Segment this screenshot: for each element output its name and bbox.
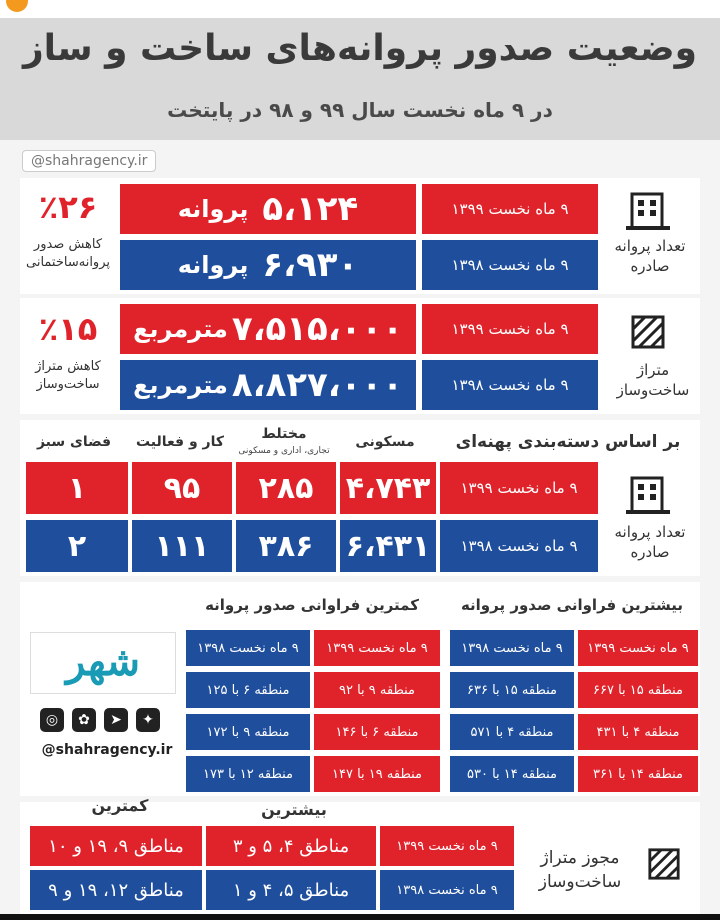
- social-icons: [40, 708, 160, 732]
- most-1399-1: منطقه ۱۵ با ۶۶۷: [578, 672, 698, 708]
- most-1399-0: ۹ ماه نخست ۱۳۹۹: [578, 630, 698, 666]
- frequency-most-title: بیشترین فراوانی صدور پروانه: [460, 596, 684, 614]
- area-value-1399: [120, 304, 416, 354]
- agency-handle[interactable]: @shahragency.ir: [22, 150, 156, 172]
- zoning-title: بر اساس دسته‌بندی پهنه‌ای: [455, 432, 681, 452]
- permits-value-1399: [120, 184, 416, 234]
- zoning-header-residential: مسکونی: [355, 434, 415, 450]
- area-permit-most-1399: مناطق ۴، ۵ و ۳: [206, 826, 376, 866]
- telegram-icon[interactable]: ➤: [104, 708, 128, 732]
- area-number: ۸،۸۲۷،۰۰۰: [231, 365, 403, 405]
- area-change-pct: ٪۱۵: [38, 310, 98, 348]
- area-number: ۷،۵۱۵،۰۰۰: [231, 309, 403, 349]
- zoning-period-1399: ۹ ماه نخست ۱۳۹۹: [440, 462, 598, 514]
- area-permit-label: مجوز متراژ ساخت‌وساز: [538, 848, 622, 892]
- area-label: متراژ ساخت‌وساز: [616, 361, 690, 399]
- zoning-header-business: کار و فعالیت: [135, 434, 225, 450]
- twitter-icon[interactable]: ✦: [136, 708, 160, 732]
- social-handle[interactable]: @shahragency.ir: [41, 742, 173, 758]
- frequency-least-title: کمترین فراوانی صدور پروانه: [205, 596, 419, 614]
- area-hatch-icon: [626, 312, 670, 352]
- permits-unit: پروانه: [177, 251, 249, 279]
- least-1399-3: منطقه ۱۹ با ۱۴۷: [314, 756, 440, 792]
- page-subtitle: در ۹ ماه نخست سال ۹۹ و ۹۸ در پایتخت: [167, 98, 553, 122]
- logo-text: شهر: [65, 638, 141, 685]
- area-unit: مترمربع: [133, 315, 228, 343]
- bottom-bar: [0, 914, 720, 920]
- area-permit-period-1399: ۹ ماه نخست ۱۳۹۹: [380, 826, 514, 866]
- zoning-label: تعداد پروانه صادره: [614, 523, 686, 561]
- most-1398-0: ۹ ماه نخست ۱۳۹۸: [450, 630, 574, 666]
- area-permit-least-1399: مناطق ۹، ۱۹ و ۱۰: [30, 826, 202, 866]
- permits-number: ۶،۹۳۰: [262, 245, 359, 285]
- zoning-header-green: فضای سبز: [36, 434, 112, 450]
- least-1399-2: منطقه ۶ با ۱۴۶: [314, 714, 440, 750]
- area-period-1398: ۹ ماه نخست ۱۳۹۸: [422, 360, 598, 410]
- area-unit: مترمربع: [133, 371, 228, 399]
- most-1398-3: منطقه ۱۴ با ۵۳۰: [450, 756, 574, 792]
- zoning-green-1398: ۲: [26, 520, 128, 572]
- zoning-residential-1399: ۴،۷۴۳: [340, 462, 436, 514]
- top-strip: [0, 0, 720, 18]
- building-icon: [620, 184, 676, 236]
- zoning-residential-1398: ۶،۴۳۱: [340, 520, 436, 572]
- least-1398-2: منطقه ۹ با ۱۷۲: [186, 714, 310, 750]
- least-1398-0: ۹ ماه نخست ۱۳۹۸: [186, 630, 310, 666]
- most-1398-2: منطقه ۴ با ۵۷۱: [450, 714, 574, 750]
- area-permit-most-title: بیشترین: [261, 800, 327, 819]
- area-permit-least-1398: مناطق ۱۲، ۱۹ و ۹: [30, 870, 202, 910]
- shahr-logo: [30, 632, 176, 694]
- permits-period-1399: ۹ ماه نخست ۱۳۹۹: [422, 184, 598, 234]
- permits-value-1398: [120, 240, 416, 290]
- instagram-icon[interactable]: ◎: [40, 708, 64, 732]
- area-hatch-icon: [644, 844, 684, 884]
- zoning-green-1399: ۱: [26, 462, 128, 514]
- area-period-1399: ۹ ماه نخست ۱۳۹۹: [422, 304, 598, 354]
- zoning-business-1399: ۹۵: [132, 462, 232, 514]
- zoning-header-mixed-note: تجاری، اداری و مسکونی: [238, 446, 330, 456]
- permits-label: تعداد پروانه صادره: [614, 237, 686, 275]
- zoning-period-1398: ۹ ماه نخست ۱۳۹۸: [440, 520, 598, 572]
- area-permit-period-1398: ۹ ماه نخست ۱۳۹۸: [380, 870, 514, 910]
- permits-change-label: کاهش صدور پروانه‌ساختمانی: [25, 237, 110, 270]
- page-title: وضعیت صدور پروانه‌های ساخت و ساز: [22, 28, 698, 69]
- zoning-header-mixed: مختلط: [261, 426, 307, 442]
- most-1399-2: منطقه ۴ با ۴۳۱: [578, 714, 698, 750]
- least-1399-0: ۹ ماه نخست ۱۳۹۹: [314, 630, 440, 666]
- permits-number: ۵،۱۲۴: [262, 189, 359, 229]
- permits-change-pct: ٪۲۶: [38, 188, 98, 226]
- most-1399-3: منطقه ۱۴ با ۳۶۱: [578, 756, 698, 792]
- zoning-business-1398: ۱۱۱: [132, 520, 232, 572]
- least-1398-1: منطقه ۶ با ۱۲۵: [186, 672, 310, 708]
- most-1398-1: منطقه ۱۵ با ۶۳۶: [450, 672, 574, 708]
- building-icon: [620, 470, 676, 518]
- zoning-mixed-1399: ۲۸۵: [236, 462, 336, 514]
- permits-period-1398: ۹ ماه نخست ۱۳۹۸: [422, 240, 598, 290]
- zoning-mixed-1398: ۳۸۶: [236, 520, 336, 572]
- least-1398-3: منطقه ۱۲ با ۱۷۳: [186, 756, 310, 792]
- area-permit-least-title: کمترین: [91, 796, 149, 815]
- permits-unit: پروانه: [177, 195, 249, 223]
- area-change-label: کاهش متراژ ساخت‌وساز: [35, 359, 101, 392]
- least-1399-1: منطقه ۹ با ۹۲: [314, 672, 440, 708]
- area-value-1398: [120, 360, 416, 410]
- area-permit-most-1398: مناطق ۵، ۴ و ۱: [206, 870, 376, 910]
- aparat-icon[interactable]: ✿: [72, 708, 96, 732]
